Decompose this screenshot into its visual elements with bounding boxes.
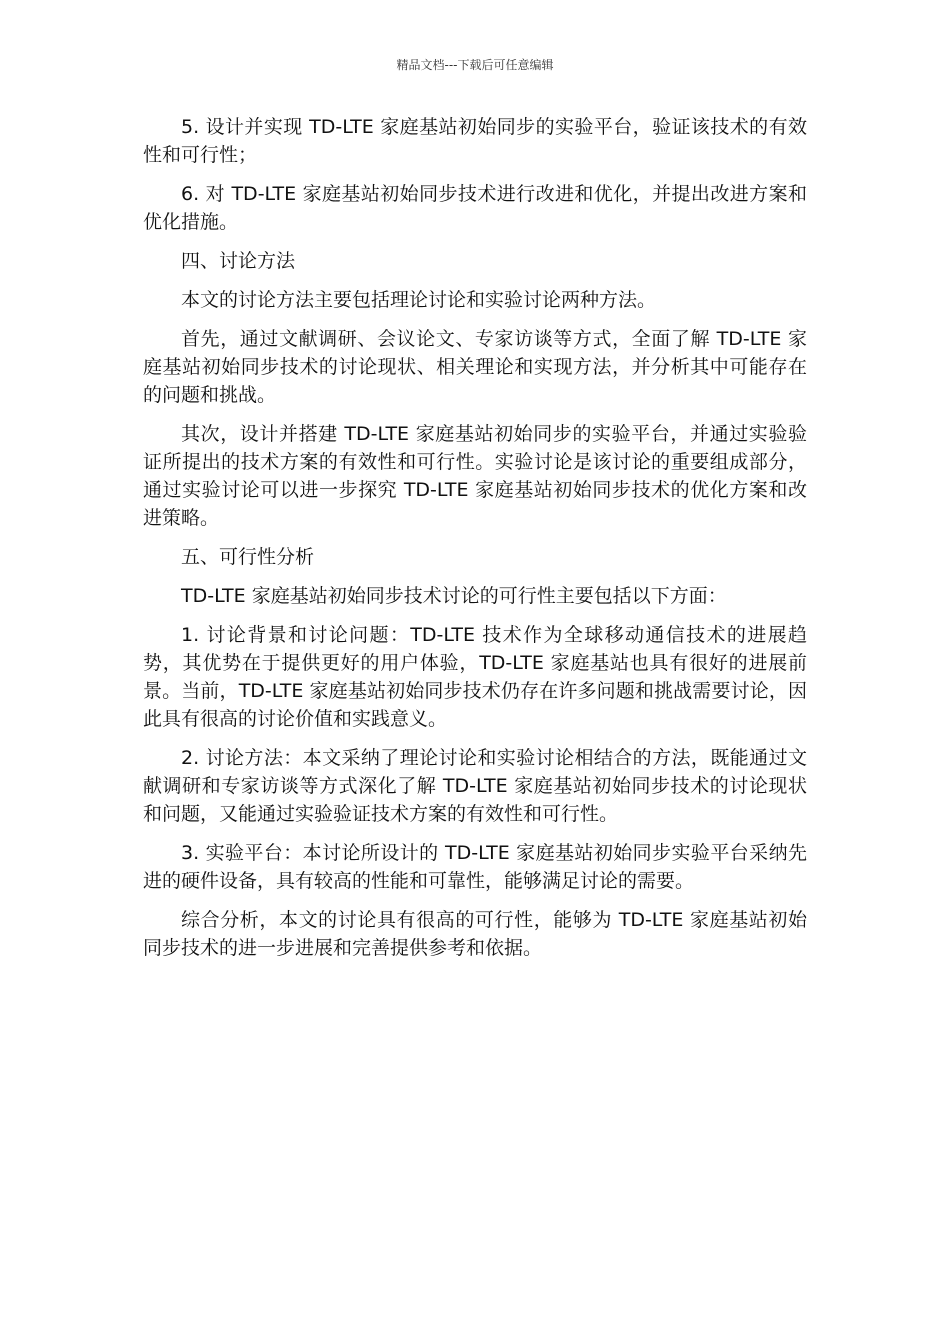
- paragraph-methods-first: 首先，通过文献调研、会议论文、专家访谈等方式，全面了解 TD-LTE 家庭基站初始同步技术的讨论现状、相关理论和实现方法，并分析其中可能存在的问题和挑战。: [143, 328, 807, 406]
- paragraph-feasibility-intro: TD-LTE 家庭基站初始同步技术讨论的可行性主要包括以下方面：: [181, 585, 727, 607]
- paragraph-feasibility-2: 2. 讨论方法：本文采纳了理论讨论和实验讨论相结合的方法，既能通过文献调研和专家访谈等方式深化了解 TD-LTE 家庭基站初始同步技术的讨论现状和问题，又能通过实验验证技术方案的有效性和可行性。: [143, 747, 807, 825]
- paragraph-item-5: 5. 设计并实现 TD-LTE 家庭基站初始同步的实验平台，验证该技术的有效性和可行性；: [143, 116, 807, 166]
- section-heading-methods: 四、讨论方法: [181, 250, 296, 272]
- page-header: 精品文档---下载后可任意编辑: [396, 58, 554, 72]
- document-body: [143, 113, 807, 973]
- paragraph-conclusion: 综合分析，本文的讨论具有很高的可行性，能够为 TD-LTE 家庭基站初始同步技术的进一步进展和完善提供参考和依据。: [143, 909, 807, 959]
- paragraph-item-6: 6. 对 TD-LTE 家庭基站初始同步技术进行改进和优化，并提出改进方案和优化措施。: [143, 183, 807, 233]
- section-heading-feasibility: 五、可行性分析: [181, 546, 315, 568]
- paragraph-methods-second: 其次，设计并搭建 TD-LTE 家庭基站初始同步的实验平台，并通过实验验证所提出的技术方案的有效性和可行性。实验讨论是该讨论的重要组成部分，通过实验讨论可以进一步探究 TD-LTE 家庭基站初始同步技术的优化方案和改进策略。: [143, 423, 807, 529]
- paragraph-feasibility-1: 1. 讨论背景和讨论问题：TD-LTE 技术作为全球移动通信技术的进展趋势，其优势在于提供更好的用户体验，TD-LTE 家庭基站也具有很好的进展前景。当前，TD-LTE 家庭基站初始同步技术仍存在许多问题和挑战需要讨论，因此具有很高的讨论价值和实践意义。: [143, 624, 807, 730]
- paragraph-feasibility-3: 3. 实验平台：本讨论所设计的 TD-LTE 家庭基站初始同步实验平台采纳先进的硬件设备，具有较高的性能和可靠性，能够满足讨论的需要。: [143, 842, 807, 892]
- paragraph-methods-intro: 本文的讨论方法主要包括理论讨论和实验讨论两种方法。: [181, 289, 657, 311]
